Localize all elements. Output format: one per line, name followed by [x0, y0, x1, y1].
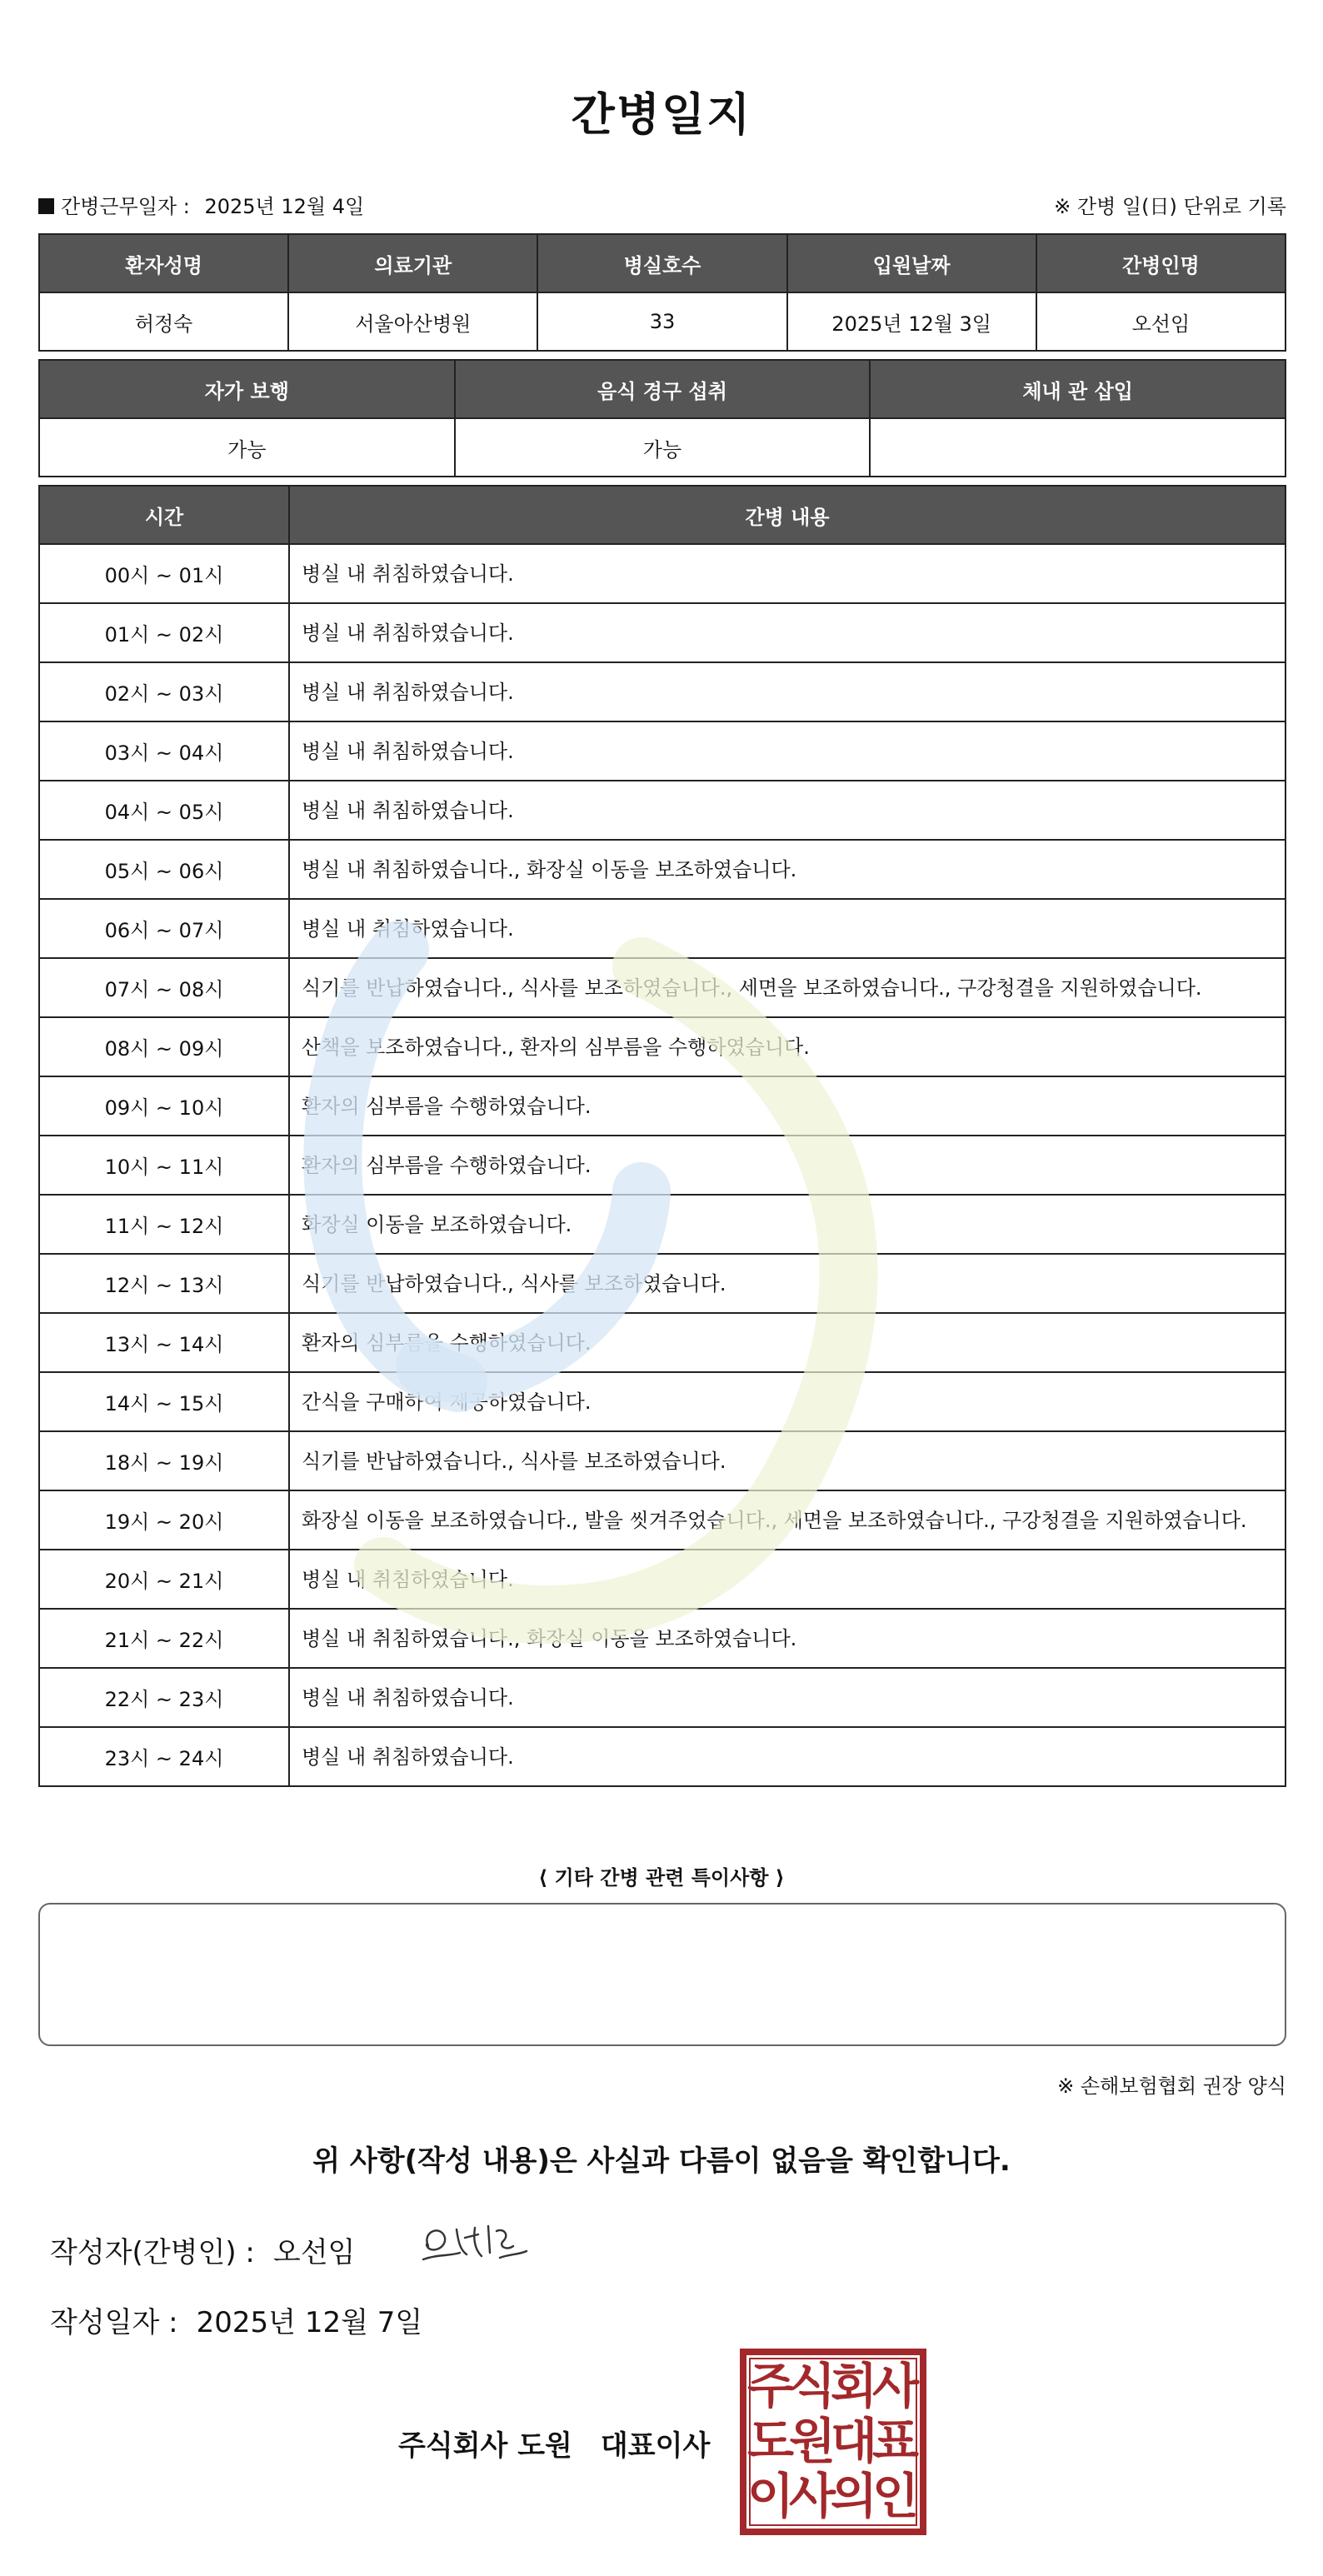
- seal-character: 주: [746, 2358, 795, 2414]
- remarks-title: ⟨ 기타 간병 관련 특이사항 ⟩: [538, 1866, 785, 1890]
- care-log-row: [39, 1076, 1286, 1136]
- header-tube-insertion: 체내 관 삽입: [870, 360, 1286, 418]
- care-log-table: [38, 485, 1286, 1787]
- care-log-content: 산책을 보조하였습니다., 환자의 심부름을 수행하였습니다.: [289, 1017, 1286, 1076]
- room-number: 33: [537, 292, 786, 351]
- patient-info-value-row: [39, 292, 1286, 351]
- confirmation-statement: 위 사항(작성 내용)은 사실과 다름이 없음을 확인합니다.: [312, 2144, 1011, 2178]
- care-log-content: 환자의 심부름을 수행하였습니다.: [289, 1076, 1286, 1136]
- care-log-content: 병실 내 취침하였습니다.: [289, 662, 1286, 721]
- care-log-content: 병실 내 취침하였습니다., 화장실 이동을 보조하였습니다.: [289, 1609, 1286, 1668]
- oral-intake-value: 가능: [455, 418, 871, 477]
- header-caregiver-name: 간병인명: [1036, 234, 1286, 292]
- work-date-label: 간병근무일자 :: [61, 195, 190, 218]
- care-log-time: 00시 ~ 01시: [39, 544, 289, 603]
- patient-status-header-row: [39, 360, 1286, 418]
- care-log-row: [39, 1609, 1286, 1668]
- care-log-content: 병실 내 취침하였습니다.: [289, 781, 1286, 840]
- header-hospital: 의료기관: [288, 234, 537, 292]
- care-log-row: [39, 721, 1286, 781]
- care-log-time: 03시 ~ 04시: [39, 721, 289, 781]
- care-log-time: 07시 ~ 08시: [39, 958, 289, 1017]
- square-bullet-icon: [38, 198, 54, 214]
- care-log-row: [39, 1372, 1286, 1431]
- care-log-row: [39, 1195, 1286, 1254]
- care-log-row: [39, 840, 1286, 899]
- care-log-content: 환자의 심부름을 수행하였습니다.: [289, 1313, 1286, 1372]
- care-log-content: 병실 내 취침하였습니다.: [289, 1668, 1286, 1727]
- write-date-value: 2025년 12월 7일: [196, 2306, 423, 2339]
- seal-character: 원: [788, 2413, 836, 2469]
- work-date-value: 2025년 12월 4일: [204, 195, 365, 218]
- care-log-row: [39, 1550, 1286, 1609]
- care-log-row: [39, 662, 1286, 721]
- care-log-content: 병실 내 취침하였습니다.: [289, 899, 1286, 958]
- care-log-time: 22시 ~ 23시: [39, 1668, 289, 1727]
- care-log-time: 08시 ~ 09시: [39, 1017, 289, 1076]
- care-log-time: 13시 ~ 14시: [39, 1313, 289, 1372]
- care-log-time: 12시 ~ 13시: [39, 1254, 289, 1313]
- document-title: 간병일지: [571, 88, 752, 141]
- writer-name: 오선임: [272, 2236, 356, 2269]
- care-log-header-row: [39, 486, 1286, 544]
- care-log-content: 환자의 심부름을 수행하였습니다.: [289, 1136, 1286, 1195]
- care-log-row: [39, 603, 1286, 662]
- writer-label: 작성자(간병인) :: [50, 2236, 255, 2269]
- company-line: [398, 2423, 710, 2464]
- header-patient-name: 환자성명: [39, 234, 288, 292]
- header-room-number: 병실호수: [537, 234, 786, 292]
- tube-insertion-value: [870, 418, 1286, 477]
- company-name: 주식회사 도원: [398, 2429, 572, 2463]
- care-log-content: 식기를 반납하였습니다., 식사를 보조하였습니다.: [289, 1431, 1286, 1490]
- seal-character: 이: [746, 2468, 795, 2524]
- work-date-row: [38, 190, 1286, 220]
- remarks-box[interactable]: [38, 1903, 1286, 2046]
- write-date-label: 작성일자 :: [50, 2306, 178, 2339]
- care-log-row: [39, 1490, 1286, 1550]
- care-log-content: 병실 내 취침하였습니다.: [289, 1727, 1286, 1786]
- care-log-content: 병실 내 취침하였습니다.: [289, 721, 1286, 781]
- patient-info-table: [38, 233, 1286, 352]
- care-log-content: 화장실 이동을 보조하였습니다.: [289, 1195, 1286, 1254]
- care-log-row: [39, 1727, 1286, 1786]
- care-log-row: [39, 781, 1286, 840]
- header-care-content: 간병 내용: [289, 486, 1286, 544]
- header-self-walking: 자가 보행: [39, 360, 455, 418]
- patient-status-table: [38, 359, 1286, 477]
- admission-date: 2025년 12월 3일: [787, 292, 1036, 351]
- care-log-row: [39, 1431, 1286, 1490]
- care-log-time: 05시 ~ 06시: [39, 840, 289, 899]
- seal-character: 인: [871, 2468, 920, 2524]
- care-log-content: 병실 내 취침하였습니다.: [289, 544, 1286, 603]
- care-log-row: [39, 1313, 1286, 1372]
- care-log-row: [39, 1668, 1286, 1727]
- writer-line: [50, 2229, 355, 2270]
- caregiver-name: 오선임: [1036, 292, 1286, 351]
- care-log-time: 09시 ~ 10시: [39, 1076, 289, 1136]
- care-log-time: 01시 ~ 02시: [39, 603, 289, 662]
- self-walking-value: 가능: [39, 418, 455, 477]
- care-log-time: 21시 ~ 22시: [39, 1609, 289, 1668]
- seal-character: 사: [871, 2358, 920, 2414]
- care-log-content: 식기를 반납하였습니다., 식사를 보조하였습니다., 세면을 보조하였습니다., 구강청결을 지원하였습니다.: [289, 958, 1286, 1017]
- company-representative: 대표이사: [600, 2429, 711, 2463]
- company-seal: [739, 2348, 927, 2536]
- seal-character: 의: [830, 2468, 878, 2524]
- recommend-note: ※ 손해보험협회 권장 양식: [1057, 2074, 1286, 2098]
- write-date-line: [50, 2299, 422, 2340]
- care-log-content: 식기를 반납하였습니다., 식사를 보조하였습니다.: [289, 1254, 1286, 1313]
- care-log-time: 04시 ~ 05시: [39, 781, 289, 840]
- care-log-body: [39, 544, 1286, 1786]
- care-log-row: [39, 1136, 1286, 1195]
- header-time: 시간: [39, 486, 289, 544]
- care-log-time: 14시 ~ 15시: [39, 1372, 289, 1431]
- care-log-content: 병실 내 취침하였습니다.: [289, 1550, 1286, 1609]
- care-log-row: [39, 958, 1286, 1017]
- care-log-content: 간식을 구매하여 제공하였습니다.: [289, 1372, 1286, 1431]
- care-log-time: 19시 ~ 20시: [39, 1490, 289, 1550]
- patient-name: 허정숙: [39, 292, 288, 351]
- care-log-time: 23시 ~ 24시: [39, 1727, 289, 1786]
- care-log-time: 02시 ~ 03시: [39, 662, 289, 721]
- seal-character: 표: [871, 2413, 920, 2469]
- patient-status-value-row: [39, 418, 1286, 477]
- care-log-time: 20시 ~ 21시: [39, 1550, 289, 1609]
- seal-character: 도: [746, 2413, 795, 2469]
- seal-character: 회: [830, 2358, 878, 2414]
- care-log-content: 화장실 이동을 보조하였습니다., 발을 씻겨주었습니다., 세면을 보조하였습니다., 구강청결을 지원하였습니다.: [289, 1490, 1286, 1550]
- hospital-name: 서울아산병원: [288, 292, 537, 351]
- care-log-content: 병실 내 취침하였습니다., 화장실 이동을 보조하였습니다.: [289, 840, 1286, 899]
- care-log-row: [39, 1254, 1286, 1313]
- care-log-row: [39, 899, 1286, 958]
- seal-character: 식: [788, 2358, 836, 2414]
- header-admission-date: 입원날짜: [787, 234, 1036, 292]
- header-oral-intake: 음식 경구 섭취: [455, 360, 871, 418]
- daily-record-note: ※ 간병 일(日) 단위로 기록: [1054, 195, 1286, 218]
- seal-character: 사: [788, 2468, 836, 2524]
- care-log-time: 06시 ~ 07시: [39, 899, 289, 958]
- care-log-time: 18시 ~ 19시: [39, 1431, 289, 1490]
- seal-character: 대: [830, 2413, 878, 2469]
- handwritten-signature: [417, 2213, 533, 2271]
- care-log-time: 11시 ~ 12시: [39, 1195, 289, 1254]
- care-log-content: 병실 내 취침하였습니다.: [289, 603, 1286, 662]
- care-log-row: [39, 544, 1286, 603]
- work-date: [38, 190, 364, 219]
- care-log-row: [39, 1017, 1286, 1076]
- care-log-time: 10시 ~ 11시: [39, 1136, 289, 1195]
- patient-info-header-row: [39, 234, 1286, 292]
